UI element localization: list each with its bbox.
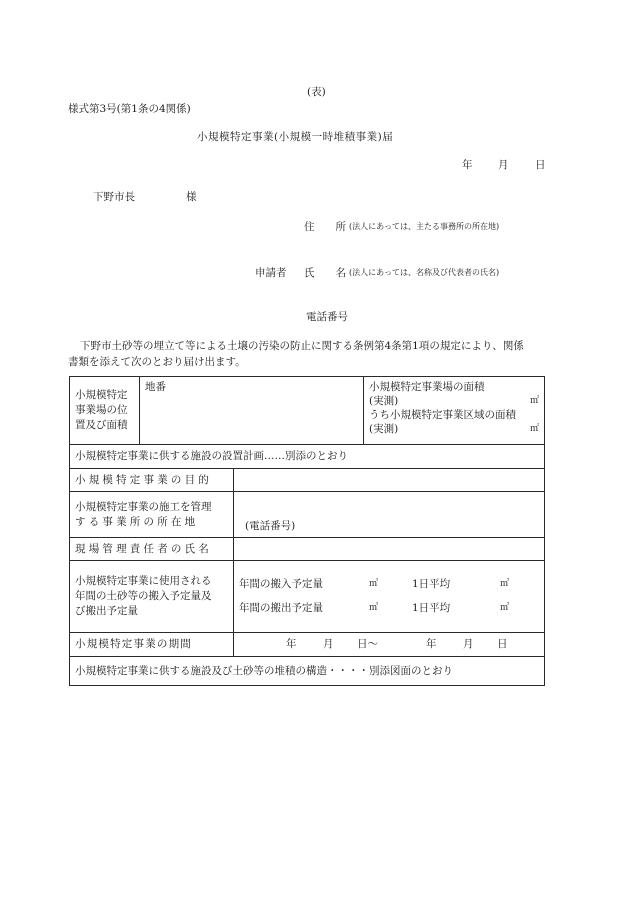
volume-row [70,561,545,633]
office-label-line-1: 小規模特定事業の施工を管理 [75,500,212,513]
period-start-month: 月 [323,638,334,650]
period-start-day: 日〜 [357,638,378,650]
period-label-cell [70,633,234,657]
area-cell[interactable] [364,377,545,445]
export-avg-label: 1日平均 [412,602,451,614]
export-unit: ㎥ [369,603,379,613]
address-note: (法人にあっては、主たる事務所の所在地) [349,222,500,231]
lot-cell[interactable] [140,377,364,445]
period-end-month: 月 [463,638,474,650]
volume-label-cell [70,561,234,633]
location-label-line-2: 事業場の位 [75,404,128,416]
addressee: 下野市長 [93,191,135,203]
office-label-line-2: する事業所の所在地 [75,515,199,528]
import-unit: ㎥ [369,579,379,589]
zone-unit: ㎡ [529,424,539,434]
purpose-label-cell [70,469,234,492]
period-label: 小規模特定事業の期間 [75,638,192,650]
purpose-label: 小規模特定事業の目的 [75,473,212,486]
location-label-cell [70,377,140,445]
address-label: 住 所 [304,221,346,233]
office-phone-label: (電話番号) [245,520,296,532]
date-month: 月 [498,159,509,171]
zone-area-label: うち小規模特定事業区域の面積 [369,409,516,421]
structure-text: 小規模特定事業に供する施設及び土砂等の堆積の構造・・・・別添図面のとおり [75,664,453,677]
volume-value-cell[interactable] [234,561,545,633]
office-value-cell[interactable] [234,492,545,538]
import-label: 年間の搬入予定量 [239,578,323,590]
date-year: 年 [462,159,473,171]
volume-label-line-2: 年間の土砂等の搬入予定量及 [75,590,212,602]
import-row [239,573,539,597]
form-title: 小規模特定事業(小規模一時堆積事業)届 [197,131,394,143]
form-number: 様式第3号(第1条の4関係) [68,103,191,115]
facility-plan-row [70,445,545,469]
import-avg-label: 1日平均 [412,578,451,590]
facility-plan-text: 小規模特定事業に供する施設の設置計画……別添のとおり [75,450,348,462]
location-row [70,377,545,445]
applicant-role: 申請者 [255,267,287,279]
zone-actual: (実測) [369,423,399,435]
period-start-year: 年 [286,638,297,650]
manager-label: 現場管理責任者の氏名 [75,542,212,555]
addressee-suffix: 様 [186,191,197,203]
volume-label-line-3: び搬出予定量 [75,605,138,617]
export-avg-unit: ㎥ [500,603,510,613]
phone-label: 電話番号 [306,311,348,323]
application-table [69,376,545,686]
name-note: (法人にあっては、名称及び代表者の氏名) [349,268,500,277]
intro-line-1: 下野市土砂等の埋立て等による土壌の汚染の防止に関する条例第4条第1項の規定により、関係 [80,340,524,352]
lot-label: 地番 [145,381,166,393]
period-row [70,633,545,657]
date-day: 日 [535,159,546,171]
intro-line-2: 書類を添えて次のとおり届け出ます。 [68,356,246,368]
area-unit: ㎡ [529,396,539,406]
office-row [70,492,545,538]
period-end-day: 日 [497,638,508,650]
period-end-year: 年 [426,638,437,650]
export-label: 年間の搬出予定量 [239,602,323,614]
side-label: (表) [307,86,326,98]
volume-label-line-1: 小規模特定事業に使用される [75,575,212,587]
office-label-cell [70,492,234,538]
purpose-row [70,469,545,492]
area-label: 小規模特定事業場の面積 [369,381,485,393]
export-row [239,597,539,621]
structure-row [70,657,545,686]
location-label-line-3: 置及び面積 [75,419,128,431]
structure-cell [70,657,545,686]
facility-plan-cell [70,445,545,469]
import-avg-unit: ㎥ [500,579,510,589]
period-value-cell[interactable] [234,633,545,657]
manager-row [70,538,545,561]
manager-label-cell [70,538,234,561]
area-actual: (実測) [369,395,399,407]
manager-value-cell[interactable] [234,538,545,561]
location-label-line-1: 小規模特定 [75,389,128,401]
name-label: 氏 名 [304,267,346,279]
purpose-value-cell[interactable] [234,469,545,492]
